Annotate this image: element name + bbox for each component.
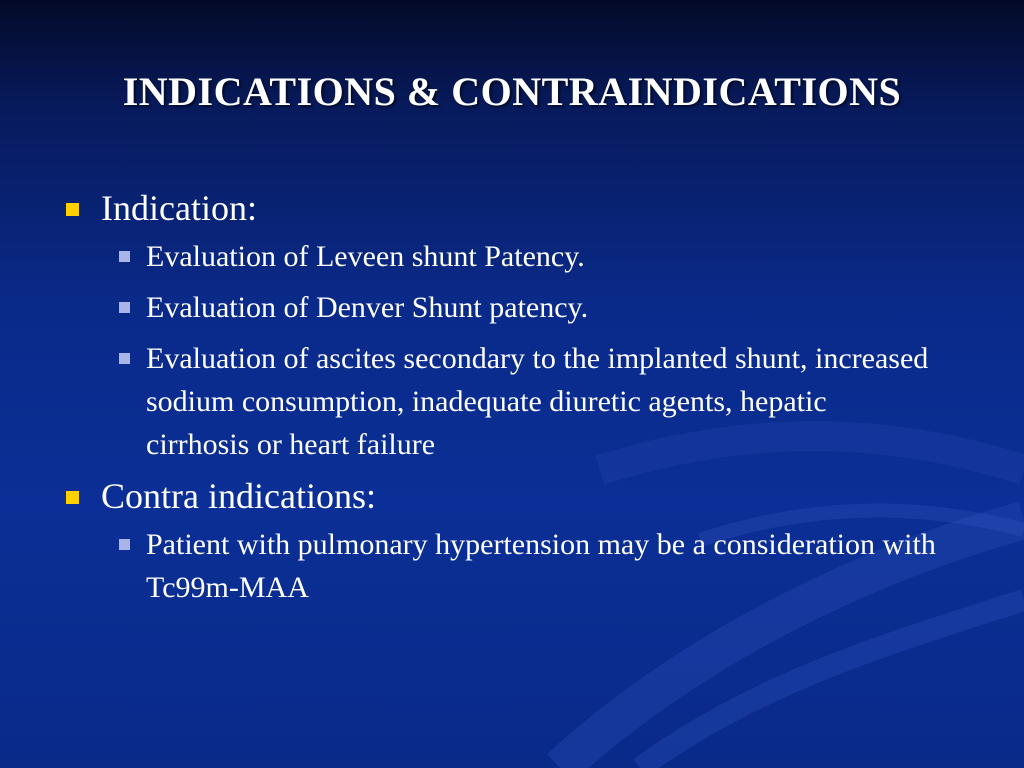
section-heading: Contra indications: (101, 476, 376, 516)
list-item (106, 286, 936, 329)
list-item (106, 337, 936, 466)
list-item-text: Evaluation of Denver Shunt patency. (146, 291, 589, 324)
list-item-text: Patient with pulmonary hypertension may be a consideration with Tc99m-MAA (146, 528, 936, 604)
section-heading: Indication: (101, 188, 257, 228)
square-bullet-icon (66, 203, 79, 216)
slide-title: INDICATIONS & CONTRAINDICATIONS (122, 69, 902, 114)
square-bullet-icon (119, 251, 130, 262)
indication-items (62, 235, 962, 466)
list-item-text: Evaluation of ascites secondary to the implanted shunt, increased sodium consumption, inadequate diuretic agents, hepatic cirrhosis or heart failure (146, 342, 929, 461)
contra-indication-items (62, 523, 962, 609)
list-item (106, 235, 936, 278)
section-contra-indications (62, 474, 962, 518)
list-item (106, 523, 936, 609)
list-item-text: Evaluation of Leveen shunt Patency. (146, 240, 585, 273)
square-bullet-icon (66, 491, 79, 504)
square-bullet-icon (119, 302, 130, 313)
square-bullet-icon (119, 353, 130, 364)
square-bullet-icon (119, 539, 130, 550)
section-indication (62, 186, 962, 230)
bullet-list (62, 186, 962, 617)
